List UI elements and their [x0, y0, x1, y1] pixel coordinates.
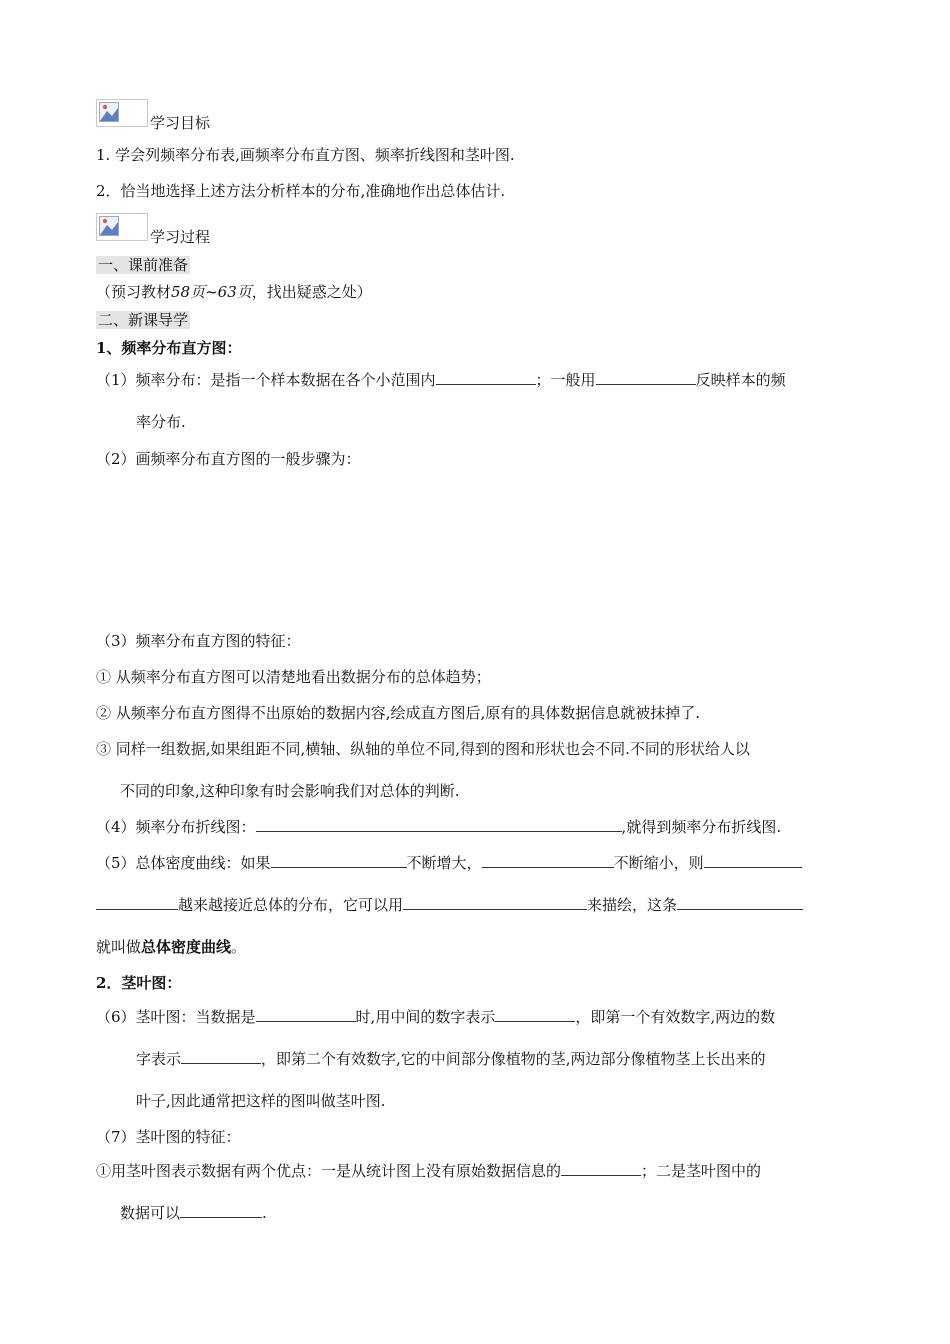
q6-end: 叶子,因此通常把这样的图叫做茎叶图. — [136, 1092, 386, 1110]
stem-feature-1: ①用茎叶图表示数据有两个优点：一是从统计图上没有原始数据信息的 ；二是茎叶图中的 — [96, 1162, 762, 1180]
image-placeholder-icon — [99, 102, 119, 122]
q7-line: （7）茎叶图的特征： — [96, 1128, 241, 1146]
blank[interactable] — [704, 852, 802, 868]
blank[interactable] — [495, 1006, 575, 1022]
blank[interactable] — [436, 369, 536, 385]
preview-line: （预习教材58页~63页，找出疑惑之处） — [96, 283, 372, 301]
blank[interactable] — [96, 894, 178, 910]
blank[interactable] — [482, 852, 614, 868]
q5-cont: 越来越接近总体的分布，它可以用 来描绘，这条 — [96, 894, 803, 916]
image-placeholder-icon — [99, 216, 119, 236]
goals-heading: 学习目标 — [150, 114, 211, 132]
blank[interactable] — [561, 1160, 641, 1176]
q1-line: （1）频率分布：是指一个样本数据在各个小范围内 ；一般用 反映样本的频 — [96, 371, 786, 389]
q3-line: （3）频率分布直方图的特征： — [96, 632, 301, 650]
blank[interactable] — [403, 894, 587, 910]
feature-2: ② 从频率分布直方图得不出原始的数据内容,绘成直方图后,原有的具体数据信息就被抹掉了. — [96, 704, 701, 722]
q5-line: （5）总体密度曲线：如果 不断增大， 不断缩小，则 — [96, 852, 802, 874]
blank[interactable] — [677, 894, 803, 910]
feature-3a: ③ 同样一组数据,如果组距不同,横轴、纵轴的单位不同,得到的图和形状也会不同.不同的形状给人以 — [96, 740, 750, 758]
q6-line: （6）茎叶图：当数据是 时,用中间的数字表示 ，即第一个有效数字,两边的数 — [96, 1008, 776, 1026]
blank[interactable] — [256, 1006, 356, 1022]
process-heading: 学习过程 — [150, 228, 211, 246]
part2-title: 二、新课导学 — [98, 311, 189, 329]
feature-3b: 不同的印象,这种印象有时会影响我们对总体的判断. — [120, 782, 460, 800]
goal-item-2: 2．恰当地选择上述方法分析样本的分布,准确地作出总体估计. — [96, 182, 506, 200]
goal-item-1: 1. 学会列频率分布表,画频率分布直方图、频率折线图和茎叶图. — [96, 146, 515, 164]
preview-pages: 58页~63页 — [171, 283, 252, 301]
blank[interactable] — [181, 1048, 261, 1064]
q1-cont: 率分布. — [136, 413, 186, 431]
broken-image-icon — [96, 99, 148, 127]
histogram-title: 1、频率分布直方图： — [96, 339, 242, 357]
feature-1: ① 从频率分布直方图可以清楚地看出数据分布的总体趋势； — [96, 668, 491, 686]
part1-title: 一、课前准备 — [98, 256, 189, 274]
q4-line: （4）频率分布折线图： ,就得到频率分布折线图. — [96, 818, 782, 836]
stem-feature-1-cont: 数据可以 . — [120, 1204, 267, 1222]
density-curve-term: 总体密度曲线 — [141, 938, 232, 956]
broken-image-icon — [96, 213, 148, 241]
q6-cont: 字表示 ，即第二个有效数字,它的中间部分像植物的茎,两边部分像植物茎上长出来的 — [136, 1050, 766, 1068]
stem-title: 2．茎叶图： — [96, 974, 182, 992]
blank[interactable] — [596, 369, 696, 385]
q5-end: 就叫做总体密度曲线。 — [96, 938, 247, 956]
q2-line: （2）画频率分布直方图的一般步骤为： — [96, 450, 361, 468]
blank[interactable] — [271, 852, 407, 868]
blank[interactable] — [180, 1202, 262, 1218]
blank[interactable] — [256, 816, 622, 832]
